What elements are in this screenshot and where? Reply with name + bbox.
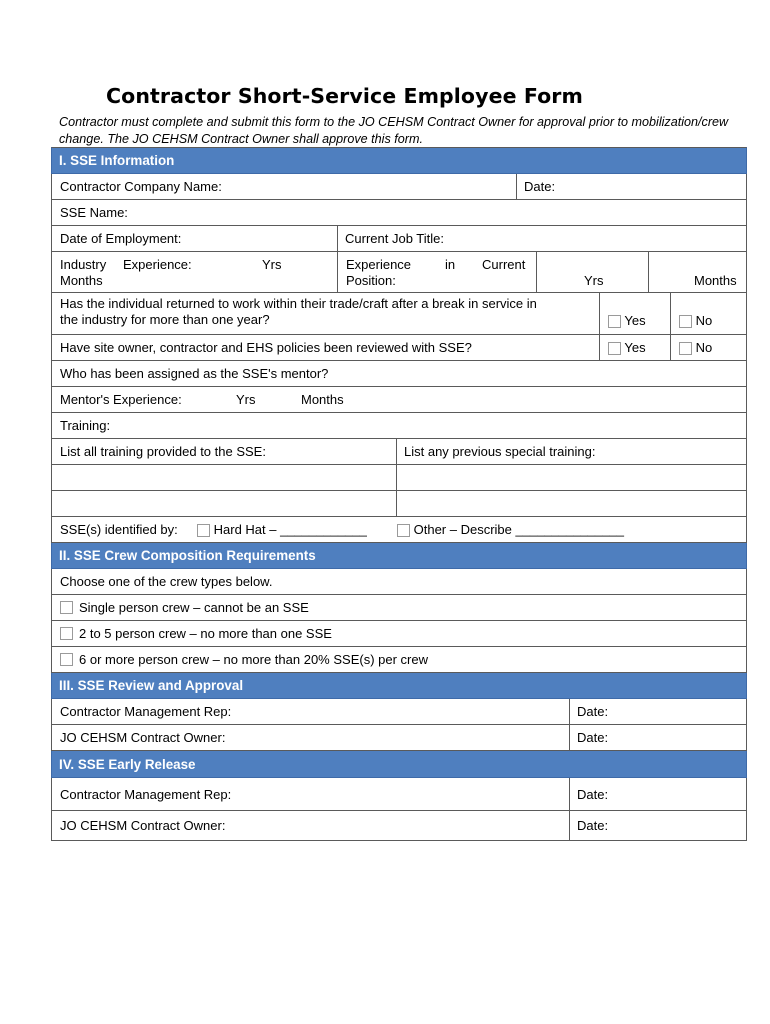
exp-position-label-d: Position:	[346, 273, 396, 288]
row-release-rep	[51, 778, 747, 811]
review-owner-date-field[interactable]: Date:	[577, 730, 609, 745]
policies-no-option[interactable]	[679, 340, 712, 355]
row-identified-by	[51, 517, 747, 543]
returned-no-option[interactable]	[679, 313, 712, 328]
row-training	[51, 413, 747, 439]
returned-yes-checkbox[interactable]	[608, 315, 621, 328]
crew-option-single[interactable]	[52, 595, 746, 620]
other-checkbox[interactable]	[397, 524, 410, 537]
industry-exp-label-a: Industry	[60, 257, 107, 272]
industry-months-label[interactable]: Months	[60, 273, 103, 288]
returned-no-label: No	[695, 313, 713, 328]
release-rep-date-field[interactable]: Date:	[577, 786, 609, 802]
crew-instruction: Choose one of the crew types below.	[60, 574, 273, 589]
returned-question-line1: Has the individual returned to work within their trade/craft after a break in service in	[60, 296, 537, 311]
exp-position-months[interactable]: Months	[694, 273, 737, 288]
training-entry-left[interactable]	[52, 465, 397, 490]
mentor-months-label[interactable]: Months	[301, 392, 344, 407]
crew-option-large[interactable]	[52, 647, 746, 672]
hard-hat-label: Hard Hat – ____________	[213, 522, 367, 537]
row-crew-option-1	[51, 595, 747, 621]
row-crew-option-2	[51, 621, 747, 647]
training-entry-right[interactable]	[396, 491, 746, 516]
policies-question: Have site owner, contractor and EHS policies been reviewed with SSE?	[60, 340, 472, 355]
section-header-label: IV. SSE Early Release	[59, 756, 196, 772]
policies-yes-label: Yes	[624, 340, 646, 355]
row-training-lists	[51, 439, 747, 465]
sse-form	[51, 147, 747, 841]
row-experience	[51, 252, 747, 293]
list-special-training-label: List any previous special training:	[404, 444, 596, 459]
section-header-label: III. SSE Review and Approval	[59, 678, 244, 693]
date-field[interactable]: Date:	[524, 179, 556, 194]
row-review-owner	[51, 725, 747, 751]
identified-by-label: SSE(s) identified by:	[60, 522, 178, 537]
industry-exp-label-b: Experience:	[123, 257, 192, 272]
crew-option-label: 6 or more person crew – no more than 20% SSE(s) per crew	[79, 652, 428, 667]
mentor-yrs-label[interactable]: Yrs	[236, 392, 256, 407]
exp-position-label-a: Experience	[346, 257, 412, 272]
crew-option-checkbox[interactable]	[60, 601, 73, 614]
row-training-entry-2	[51, 491, 747, 517]
training-entry-right[interactable]	[396, 465, 746, 490]
section-header-crew-composition	[51, 543, 747, 569]
mentor-field[interactable]: Who has been assigned as the SSE's mentor?	[60, 366, 329, 381]
row-mentor-experience	[51, 387, 747, 413]
date-of-employment-field[interactable]: Date of Employment:	[60, 231, 182, 246]
crew-option-label: Single person crew – cannot be an SSE	[79, 600, 309, 615]
row-review-rep	[51, 699, 747, 725]
release-owner-date-field[interactable]: Date:	[577, 818, 609, 833]
returned-yes-label: Yes	[624, 313, 646, 328]
returned-no-checkbox[interactable]	[679, 315, 692, 328]
intro-text: Contractor must complete and submit this form to the JO CEHSM Contract Owner for approval prior to mobilization/crew change. The JO CEHSM Contract Owner shall approve this form.	[59, 115, 729, 146]
row-mentor	[51, 361, 747, 387]
exp-position-label-c: Current	[482, 257, 526, 272]
exp-position-label-b: in	[445, 257, 456, 272]
other-option[interactable]	[397, 522, 624, 537]
row-sse-name	[51, 200, 747, 226]
row-policies-question	[51, 335, 747, 361]
crew-option-checkbox[interactable]	[60, 627, 73, 640]
current-job-title-field[interactable]: Current Job Title:	[345, 231, 444, 246]
row-returned-question	[51, 293, 747, 335]
form-title: Contractor Short-Service Employee Form	[106, 84, 583, 108]
other-label: Other – Describe _______________	[413, 522, 624, 537]
section-header-label: II. SSE Crew Composition Requirements	[59, 548, 316, 563]
release-owner-field[interactable]: JO CEHSM Contract Owner:	[60, 818, 226, 833]
company-name-field[interactable]: Contractor Company Name:	[60, 179, 222, 194]
section-header-review-approval	[51, 673, 747, 699]
section-header-label: I. SSE Information	[59, 153, 175, 168]
row-crew-instruction	[51, 569, 747, 595]
crew-option-small[interactable]	[52, 621, 746, 646]
section-header-early-release	[51, 751, 747, 778]
row-crew-option-3	[51, 647, 747, 673]
review-rep-field[interactable]: Contractor Management Rep:	[60, 704, 232, 719]
policies-yes-option[interactable]	[608, 340, 646, 355]
policies-no-checkbox[interactable]	[679, 342, 692, 355]
row-release-owner	[51, 811, 747, 841]
crew-option-checkbox[interactable]	[60, 653, 73, 666]
row-employment	[51, 226, 747, 252]
sse-name-field[interactable]: SSE Name:	[60, 205, 128, 220]
review-rep-date-field[interactable]: Date:	[577, 704, 609, 719]
list-training-label: List all training provided to the SSE:	[60, 444, 266, 459]
hard-hat-option[interactable]	[197, 522, 367, 537]
review-owner-field[interactable]: JO CEHSM Contract Owner:	[60, 730, 226, 745]
mentor-experience-label: Mentor's Experience:	[60, 392, 182, 407]
row-training-entry-1	[51, 465, 747, 491]
returned-question	[60, 296, 595, 328]
policies-yes-checkbox[interactable]	[608, 342, 621, 355]
exp-position-yrs[interactable]: Yrs	[584, 273, 604, 288]
hard-hat-checkbox[interactable]	[197, 524, 210, 537]
training-entry-left[interactable]	[52, 491, 397, 516]
returned-question-line2: the industry for more than one year?	[60, 312, 270, 327]
training-label: Training:	[60, 418, 111, 433]
industry-yrs-label[interactable]: Yrs	[262, 257, 282, 272]
release-rep-field[interactable]: Contractor Management Rep:	[60, 786, 232, 802]
crew-option-label: 2 to 5 person crew – no more than one SSE	[79, 626, 332, 641]
policies-no-label: No	[695, 340, 713, 355]
returned-yes-option[interactable]	[608, 313, 646, 328]
row-company	[51, 174, 747, 200]
section-header-sse-information	[51, 147, 747, 174]
